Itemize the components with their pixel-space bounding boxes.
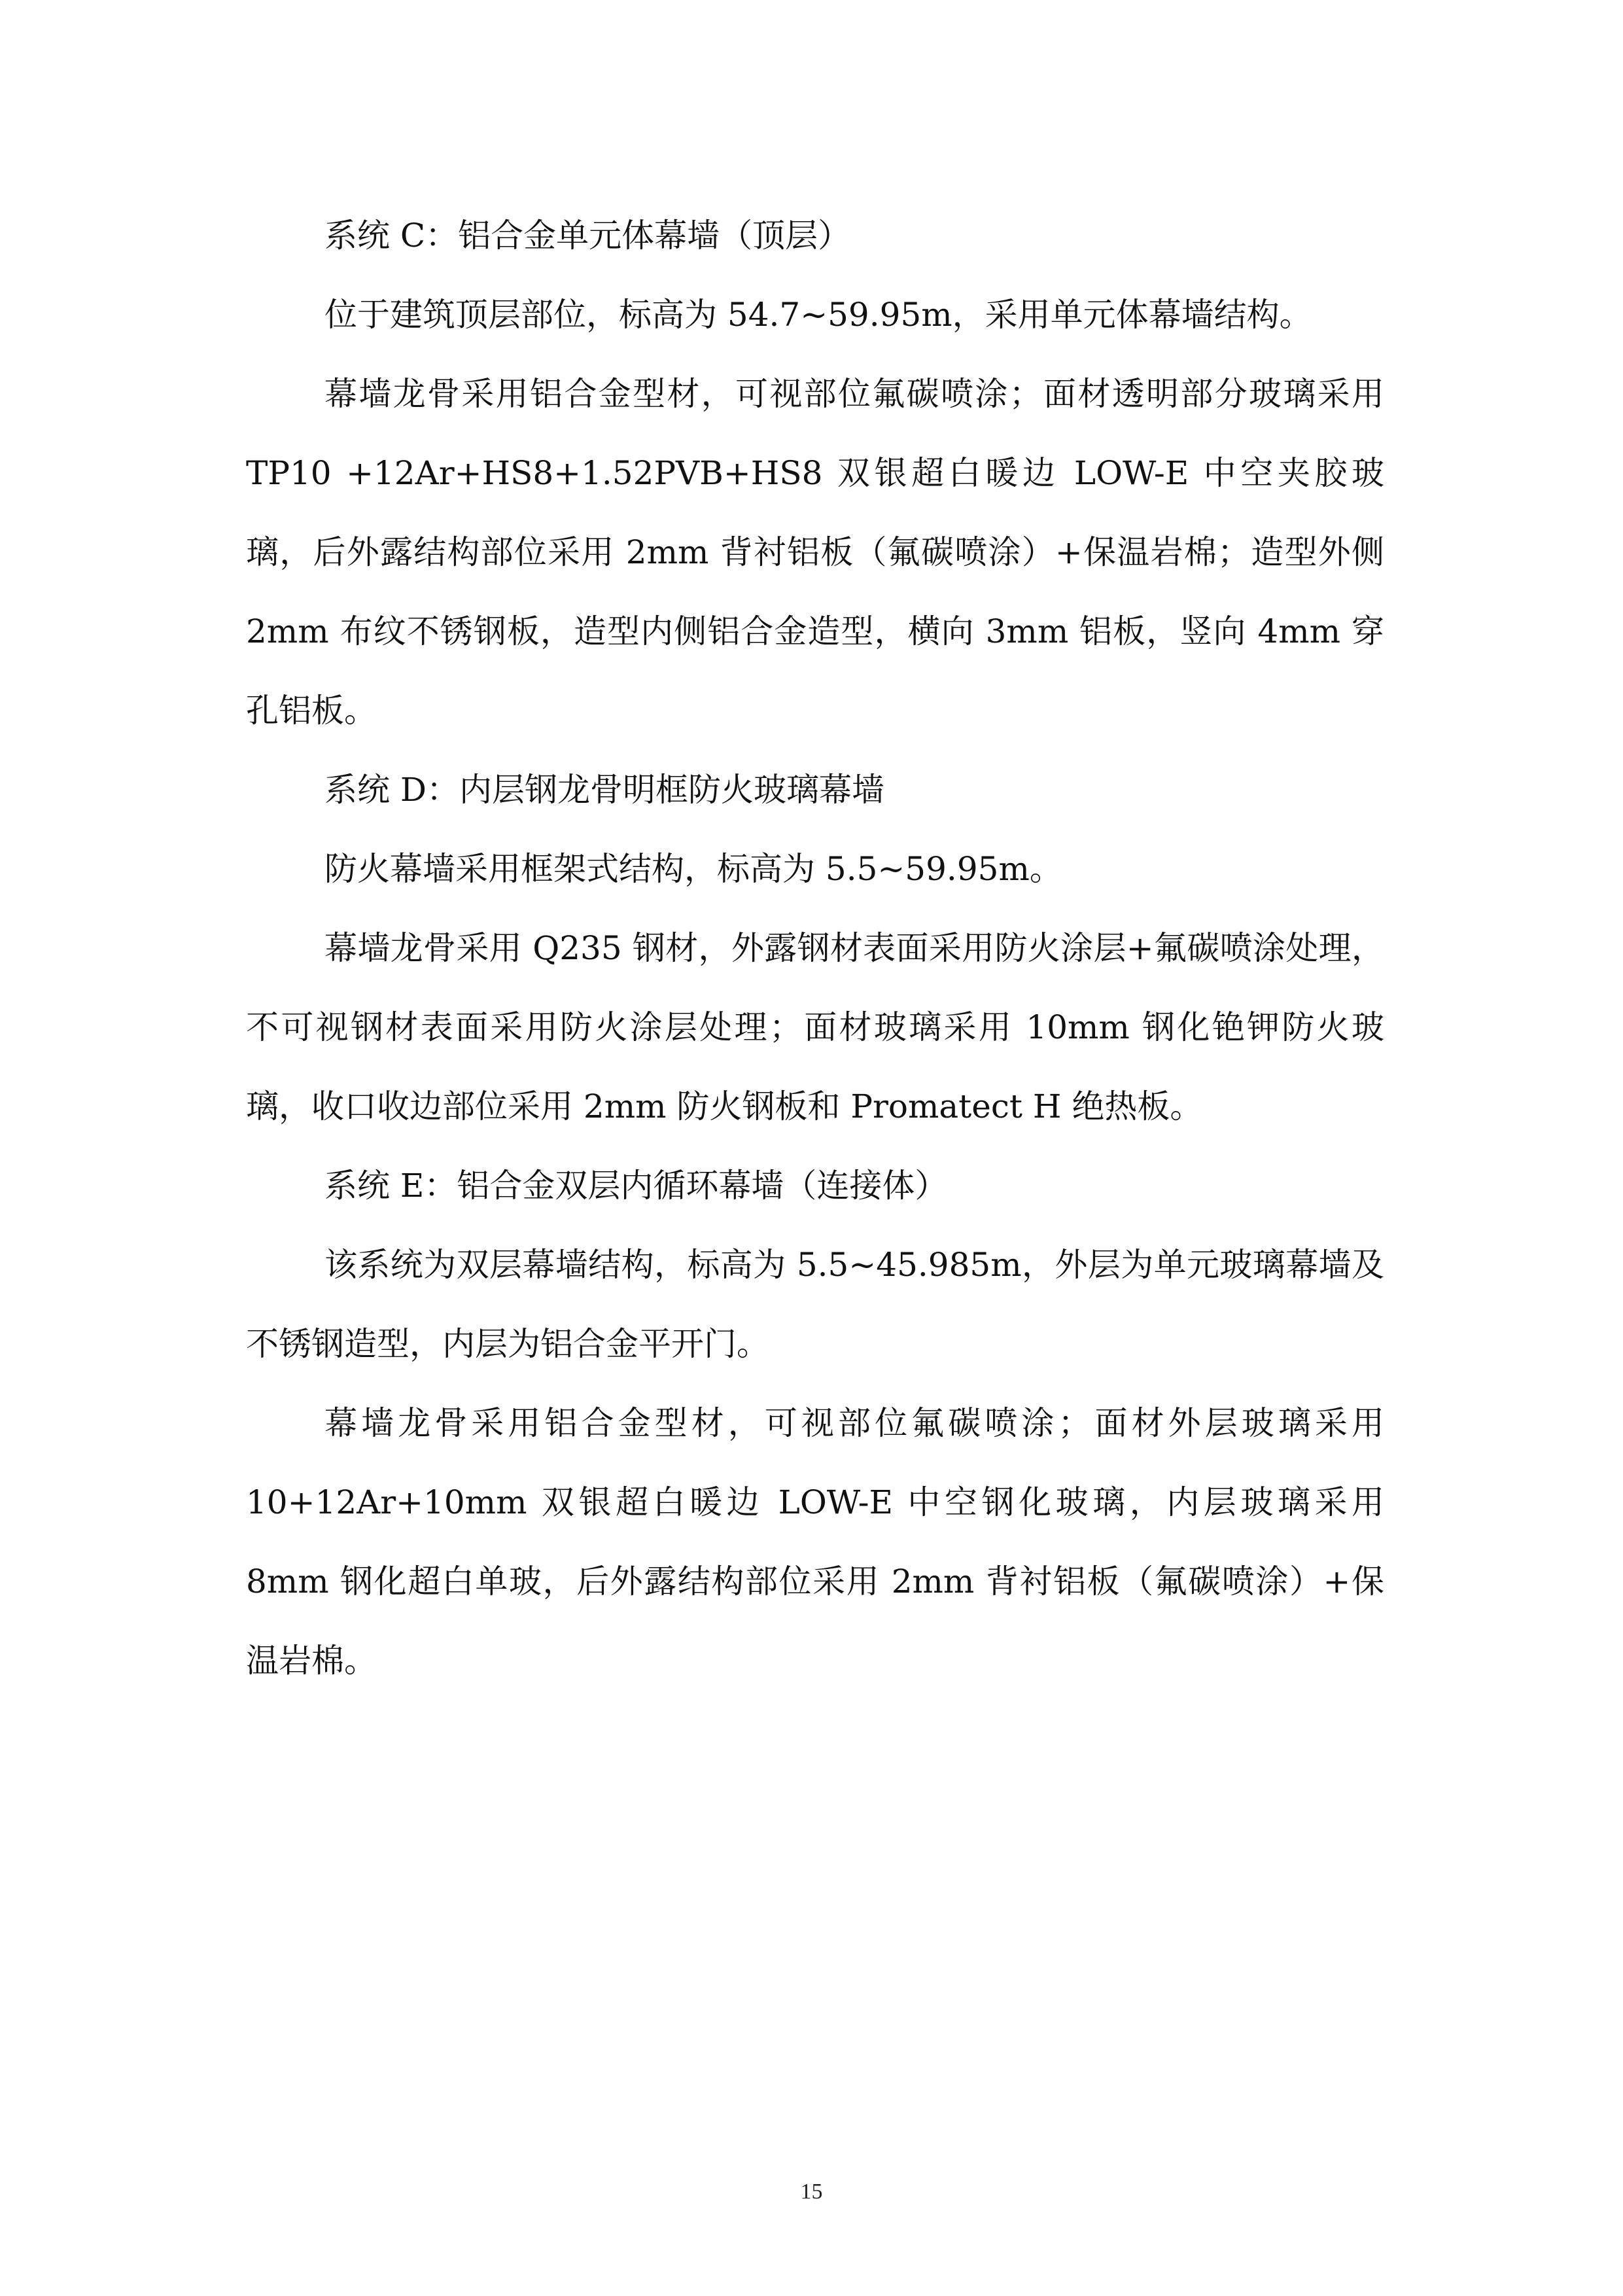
heading-system-c: 系统 C：铝合金单元体幕墙（顶层）	[324, 217, 851, 255]
paragraph-system-d-materials: 幕墙龙骨采用 Q235 钢材，外露钢材表面采用防火涂层+氟碳喷涂处理，不可视钢材表面采用防火涂层处理；面材玻璃采用 10mm 钢化铯钾防火玻璃，收口收边部位采用 2mm 防火钢板和 Promatect H 绝热板。	[246, 929, 1384, 1125]
page-number: 15	[800, 2180, 823, 2204]
paragraph-system-e-materials: 幕墙龙骨采用铝合金型材，可视部位氟碳喷涂；面材外层玻璃采用 10+12Ar+10mm 双银超白暖边 LOW-E 中空钢化玻璃，内层玻璃采用 8mm 钢化超白单玻，后外露结构部位采用 2mm 背衬铝板（氟碳喷涂）+保温岩棉。	[246, 1404, 1384, 1680]
paragraph-system-c-materials: 幕墙龙骨采用铝合金型材，可视部位氟碳喷涂；面材透明部分玻璃采用 TP10 +12Ar+HS8+1.52PVB+HS8 双银超白暖边 LOW-E 中空夹胶玻璃，后外露结构部位采用 2mm 背衬铝板（氟碳喷涂）+保温岩棉；造型外侧 2mm 布纹不锈钢板，造型内侧铝合金造型，横向 3mm 铝板，竖向 4mm 穿孔铝板。	[246, 375, 1384, 730]
paragraph-system-d-structure: 防火幕墙采用框架式结构，标高为 5.5~59.95m。	[324, 850, 1062, 888]
page-body	[246, 196, 1384, 1701]
paragraph-system-e-structure: 该系统为双层幕墙结构，标高为 5.5~45.985m，外层为单元玻璃幕墙及不锈钢造型，内层为铝合金平开门。	[246, 1246, 1384, 1363]
heading-system-d: 系统 D：内层钢龙骨明框防火玻璃幕墙	[324, 771, 884, 809]
paragraph-system-c-location: 位于建筑顶层部位，标高为 54.7~59.95m，采用单元体幕墙结构。	[324, 296, 1312, 334]
heading-system-e: 系统 E：铝合金双层内循环幕墙（连接体）	[324, 1167, 948, 1205]
